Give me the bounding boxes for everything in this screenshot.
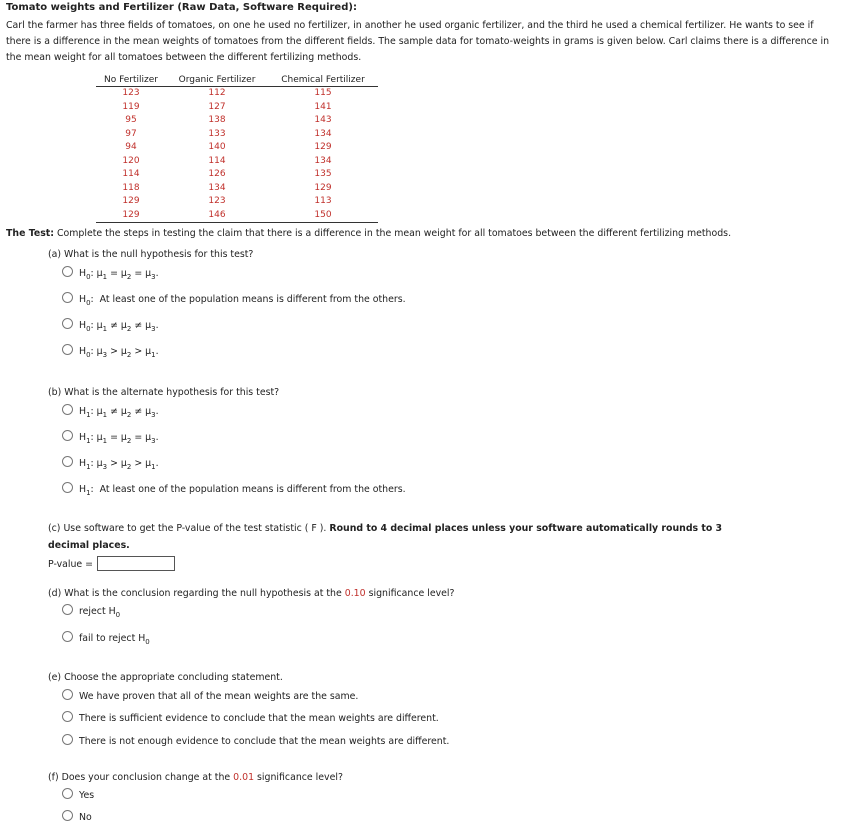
question-d-pre: (d) What is the conclusion regarding the null hypothesis at the (48, 588, 345, 599)
table-cell: 120 (122, 155, 140, 166)
table-cell: 134 (314, 128, 332, 139)
question-f-pre: (f) Does your conclusion change at the (48, 772, 234, 783)
data-table (96, 73, 378, 223)
table-cell: 141 (314, 101, 332, 112)
table-row (96, 168, 378, 182)
column-header: Organic Fertilizer (166, 73, 268, 87)
table-row (96, 114, 378, 128)
table-cell: 112 (208, 88, 226, 98)
option-d2[interactable]: fail to reject $H_0$ (62, 631, 150, 646)
radio-button[interactable] (62, 292, 73, 303)
table-cell: 118 (122, 182, 140, 193)
question-f (48, 772, 343, 783)
radio-button[interactable] (62, 266, 73, 277)
p-value-row (48, 556, 175, 571)
table-cell: 150 (268, 209, 378, 223)
radio-button[interactable] (62, 430, 73, 441)
table-row (96, 101, 378, 115)
table-cell: 133 (208, 128, 226, 139)
table-row (96, 155, 378, 169)
table-cell: 123 (122, 88, 140, 98)
option-b3[interactable]: $H_1$: $\mu_3 > \mu_2 > \mu_1$. (62, 456, 159, 471)
radio-button[interactable] (62, 810, 73, 821)
table-cell: 135 (314, 169, 332, 179)
table-row (96, 87, 378, 101)
table-row (96, 182, 378, 196)
table-cell: 119 (122, 101, 140, 112)
test-text: Complete the steps in testing the claim that there is a difference in the mean weight for all tomatoes between the different fertilizing methods. (54, 228, 732, 239)
p-value-input[interactable] (97, 556, 175, 571)
table-cell: 143 (314, 115, 332, 125)
option-b2[interactable]: $H_1$: $\mu_1 = \mu_2 = \mu_3$. (62, 430, 159, 445)
problem-intro: Carl the farmer has three fields of tomatoes, on one he used no fertilizer, in another he used organic fertilizer, and the third he used a chemical fertilizer. He wants to see if there is a difference in the mean weights of tomatoes from the different fields. The sample data for tomato-weights in grams is given below. Carl claims there is a difference in the mean weight for all tomatoes between the different fertilizing methods. (6, 20, 830, 63)
option-f2[interactable] (62, 810, 92, 823)
radio-button[interactable] (62, 404, 73, 415)
table-cell: 138 (208, 115, 226, 125)
table-cell: 129 (122, 196, 140, 206)
table-cell: 146 (166, 209, 268, 223)
option-e3-label: There is not enough evidence to conclude that the mean weights are different. (79, 736, 450, 747)
test-label: The Test: (6, 228, 55, 239)
radio-button[interactable] (62, 711, 73, 722)
radio-button[interactable] (62, 734, 73, 745)
option-a2[interactable]: $H_0$: At least one of the population means is different from the others. (62, 292, 406, 307)
column-header: No Fertilizer (96, 73, 166, 87)
question-c (48, 523, 722, 534)
radio-button[interactable] (62, 318, 73, 329)
question-f-post: significance level? (254, 772, 343, 783)
table-cell: 123 (208, 196, 226, 206)
option-f2-label: No (79, 812, 92, 823)
option-b4[interactable]: $H_1$: At least one of the population means is different from the others. (62, 482, 406, 497)
option-a3[interactable]: $H_0$: $\mu_1 \ne \mu_2 \ne \mu_3$. (62, 318, 159, 333)
table-cell: 129 (314, 142, 332, 152)
rounding-instruction: Round to 4 decimal places unless your software automatically rounds to 3 (329, 523, 723, 534)
radio-button[interactable] (62, 482, 73, 493)
option-e1-label: We have proven that all of the mean weights are the same. (79, 691, 359, 702)
table-cell: 129 (314, 182, 332, 193)
table-row (96, 128, 378, 142)
radio-button[interactable] (62, 689, 73, 700)
question-a: (a) What is the null hypothesis for this test? (48, 249, 254, 260)
table-cell: 134 (314, 155, 332, 166)
table-cell: 127 (208, 101, 226, 112)
option-e1[interactable] (62, 689, 358, 702)
question-e: (e) Choose the appropriate concluding statement. (48, 672, 283, 683)
table-cell: 134 (208, 182, 226, 193)
option-e3[interactable] (62, 734, 449, 747)
option-e2[interactable] (62, 711, 439, 724)
significance-level: 0.01 (233, 772, 255, 783)
table-cell: 113 (314, 196, 332, 206)
table-row (96, 209, 378, 223)
radio-button[interactable] (62, 456, 73, 467)
column-header: Chemical Fertilizer (268, 73, 378, 87)
p-value-label: P-value = (48, 559, 94, 570)
question-d-post: significance level? (365, 588, 455, 599)
option-e2-label: There is sufficient evidence to conclude that the mean weights are different. (79, 713, 439, 724)
table-cell: 94 (125, 142, 137, 152)
table-cell: 114 (122, 169, 140, 179)
table-cell: 140 (208, 142, 226, 152)
radio-button[interactable] (62, 344, 73, 355)
question-d (48, 588, 455, 599)
question-b: (b) What is the alternate hypothesis for this test? (48, 387, 280, 398)
test-instructions (6, 228, 731, 239)
table-cell: 129 (96, 209, 166, 223)
option-f1-label: Yes (79, 790, 95, 801)
table-cell: 115 (314, 88, 332, 98)
table-cell: 114 (208, 155, 226, 166)
table-cell: 97 (125, 128, 137, 139)
table-header-row (96, 73, 378, 87)
option-b1[interactable]: $H_1$: $\mu_1 \ne \mu_2 \ne \mu_3$. (62, 404, 159, 419)
rounding-instruction-cont: decimal places. (48, 540, 130, 551)
table-cell: 126 (208, 169, 226, 179)
radio-button[interactable] (62, 604, 73, 615)
option-a4[interactable]: $H_0$: $\mu_3 > \mu_2 > \mu_1$. (62, 344, 159, 359)
radio-button[interactable] (62, 631, 73, 642)
page-title: Tomato weights and Fertilizer (Raw Data, Software Required): (6, 2, 357, 13)
significance-level: 0.10 (344, 588, 366, 599)
option-f1[interactable] (62, 788, 94, 801)
table-row (96, 141, 378, 155)
option-d1[interactable]: reject $H_0$ (62, 604, 120, 619)
question-c-text: (c) Use software to get the P-value of the test statistic ( F ). (48, 523, 330, 534)
radio-button[interactable] (62, 788, 73, 799)
table-cell: 95 (125, 115, 137, 125)
option-a1[interactable]: $H_0$: $\mu_1 = \mu_2 = \mu_3$. (62, 266, 159, 281)
table-row (96, 195, 378, 209)
